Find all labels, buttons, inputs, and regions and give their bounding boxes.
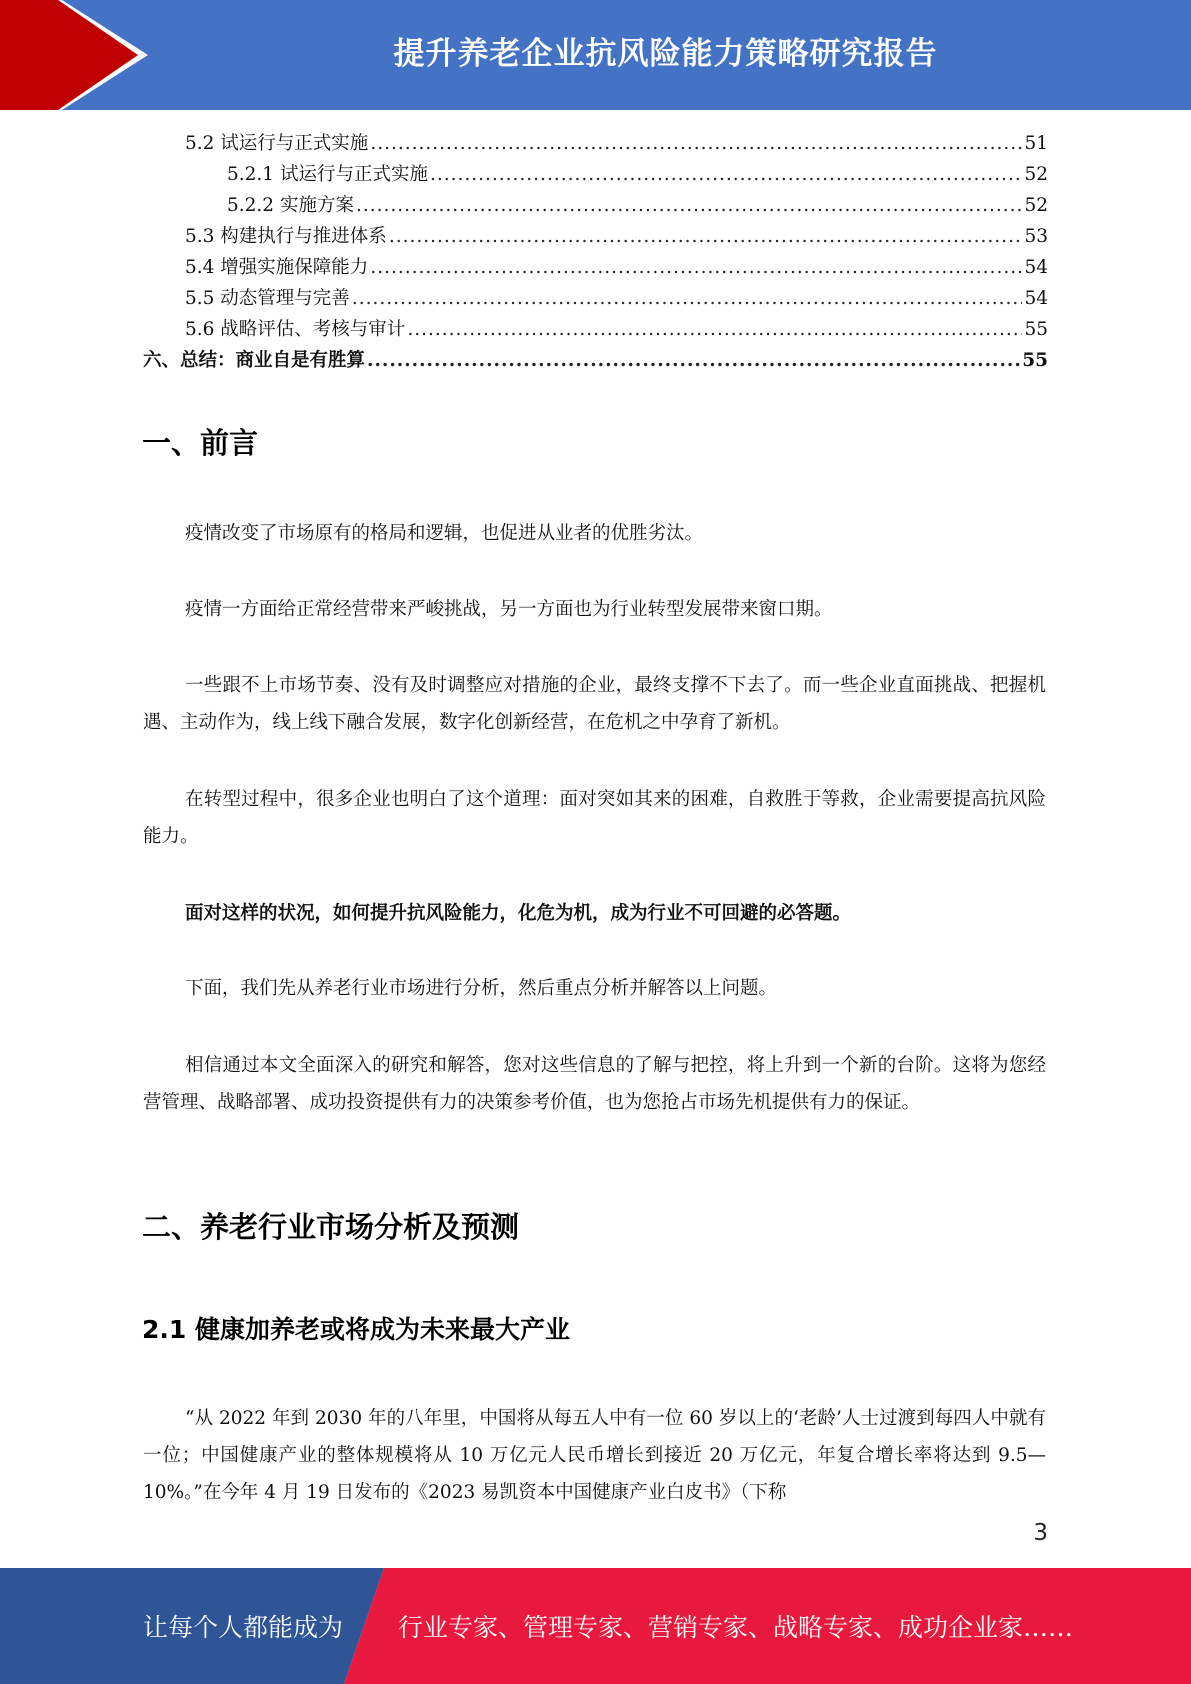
header-banner xyxy=(0,0,1191,110)
paragraph: “从 2022 年到 2030 年的八年里，中国将从每五人中有一位 60 岁以上的‘老龄’人士过渡到每四人中就有一位；中国健康产业的整体规模将从 10 万亿元人民币增长到接近 20 万亿元，年复合增长率将达到 9.5—10%。”在今年 4 月 19 日发布的《2023 易凯资本中国健康产业白皮书》（下称 xyxy=(143,1408,1046,1503)
toc-entry-page: 55 xyxy=(1024,319,1048,340)
toc-entry-label: 六、总结：商业自是有胜算 xyxy=(143,350,366,371)
toc-entry[interactable] xyxy=(143,345,1048,376)
footer-banner xyxy=(0,1568,1191,1684)
toc-entry-page: 52 xyxy=(1024,164,1048,185)
toc-entry-label: 5.2 试运行与正式实施 xyxy=(185,133,369,154)
toc-entry-label: 5.4 增强实施保障能力 xyxy=(185,257,369,278)
toc-dot-leader xyxy=(352,283,1023,314)
toc-entry-label: 5.2.1 试运行与正式实施 xyxy=(227,164,428,185)
toc-entry[interactable] xyxy=(143,252,1048,283)
table-of-contents xyxy=(143,128,1048,376)
footer-slogan-right: 行业专家、管理专家、营销专家、战略专家、成功企业家…… xyxy=(398,1613,1074,1642)
toc-entry-label: 5.5 动态管理与完善 xyxy=(185,288,350,309)
toc-entry[interactable] xyxy=(143,190,1048,221)
toc-entry-page: 55 xyxy=(1022,350,1048,371)
toc-entry[interactable] xyxy=(143,128,1048,159)
toc-entry-page: 52 xyxy=(1024,195,1048,216)
toc-dot-leader xyxy=(356,190,1023,221)
toc-entry-label: 5.6 战略评估、考核与审计 xyxy=(185,319,406,340)
subsection-heading-2-1: 2.1 健康加养老或将成为未来最大产业 xyxy=(142,1315,570,1344)
toc-dot-leader xyxy=(430,159,1022,190)
section-heading-preface: 一、前言 xyxy=(142,426,259,460)
toc-dot-leader xyxy=(370,128,1022,159)
toc-dot-leader xyxy=(367,345,1020,376)
paragraph-emphasis: 面对这样的状况，如何提升抗风险能力，化危为机，成为行业不可回避的必答题。 xyxy=(185,903,852,924)
paragraph: 疫情一方面给正常经营带来严峻挑战，另一方面也为行业转型发展带来窗口期。 xyxy=(185,599,833,620)
page-number: 3 xyxy=(1033,1520,1048,1546)
toc-entry-page: 53 xyxy=(1024,226,1048,247)
toc-entry-label: 5.3 构建执行与推进体系 xyxy=(185,226,387,247)
paragraph: 相信通过本文全面深入的研究和解答，您对这些信息的了解与把控，将上升到一个新的台阶。这将为您经营管理、战略部署、成功投资提供有力的决策参考价值，也为您抢占市场先机提供有力的保证。 xyxy=(143,1055,1046,1113)
paragraph: 一些跟不上市场节奏、没有及时调整应对措施的企业，最终支撑不下去了。而一些企业直面挑战、把握机遇、主动作为，线上线下融合发展，数字化创新经营，在危机之中孕育了新机。 xyxy=(143,675,1046,733)
toc-entry[interactable] xyxy=(143,221,1048,252)
toc-entry[interactable] xyxy=(143,314,1048,345)
toc-dot-leader xyxy=(407,314,1022,345)
paragraph: 在转型过程中，很多企业也明白了这个道理：面对突如其来的困难，自救胜于等救，企业需要提高抗风险能力。 xyxy=(143,789,1046,847)
paragraph: 下面，我们先从养老行业市场进行分析，然后重点分析并解答以上问题。 xyxy=(185,978,778,999)
paragraph: 疫情改变了市场原有的格局和逻辑，也促进从业者的优胜劣汰。 xyxy=(185,523,704,544)
toc-entry-page: 54 xyxy=(1024,257,1048,278)
toc-entry[interactable] xyxy=(143,159,1048,190)
toc-entry-page: 54 xyxy=(1024,288,1048,309)
toc-entry-page: 51 xyxy=(1024,133,1048,154)
section-heading-market-analysis: 二、养老行业市场分析及预测 xyxy=(142,1210,520,1244)
footer-slogan-left: 让每个人都能成为 xyxy=(143,1613,344,1642)
toc-dot-leader xyxy=(389,221,1023,252)
header-title: 提升养老企业抗风险能力策略研究报告 xyxy=(393,35,938,72)
toc-entry[interactable] xyxy=(143,283,1048,314)
toc-dot-leader xyxy=(370,252,1022,283)
toc-entry-label: 5.2.2 实施方案 xyxy=(227,195,354,216)
